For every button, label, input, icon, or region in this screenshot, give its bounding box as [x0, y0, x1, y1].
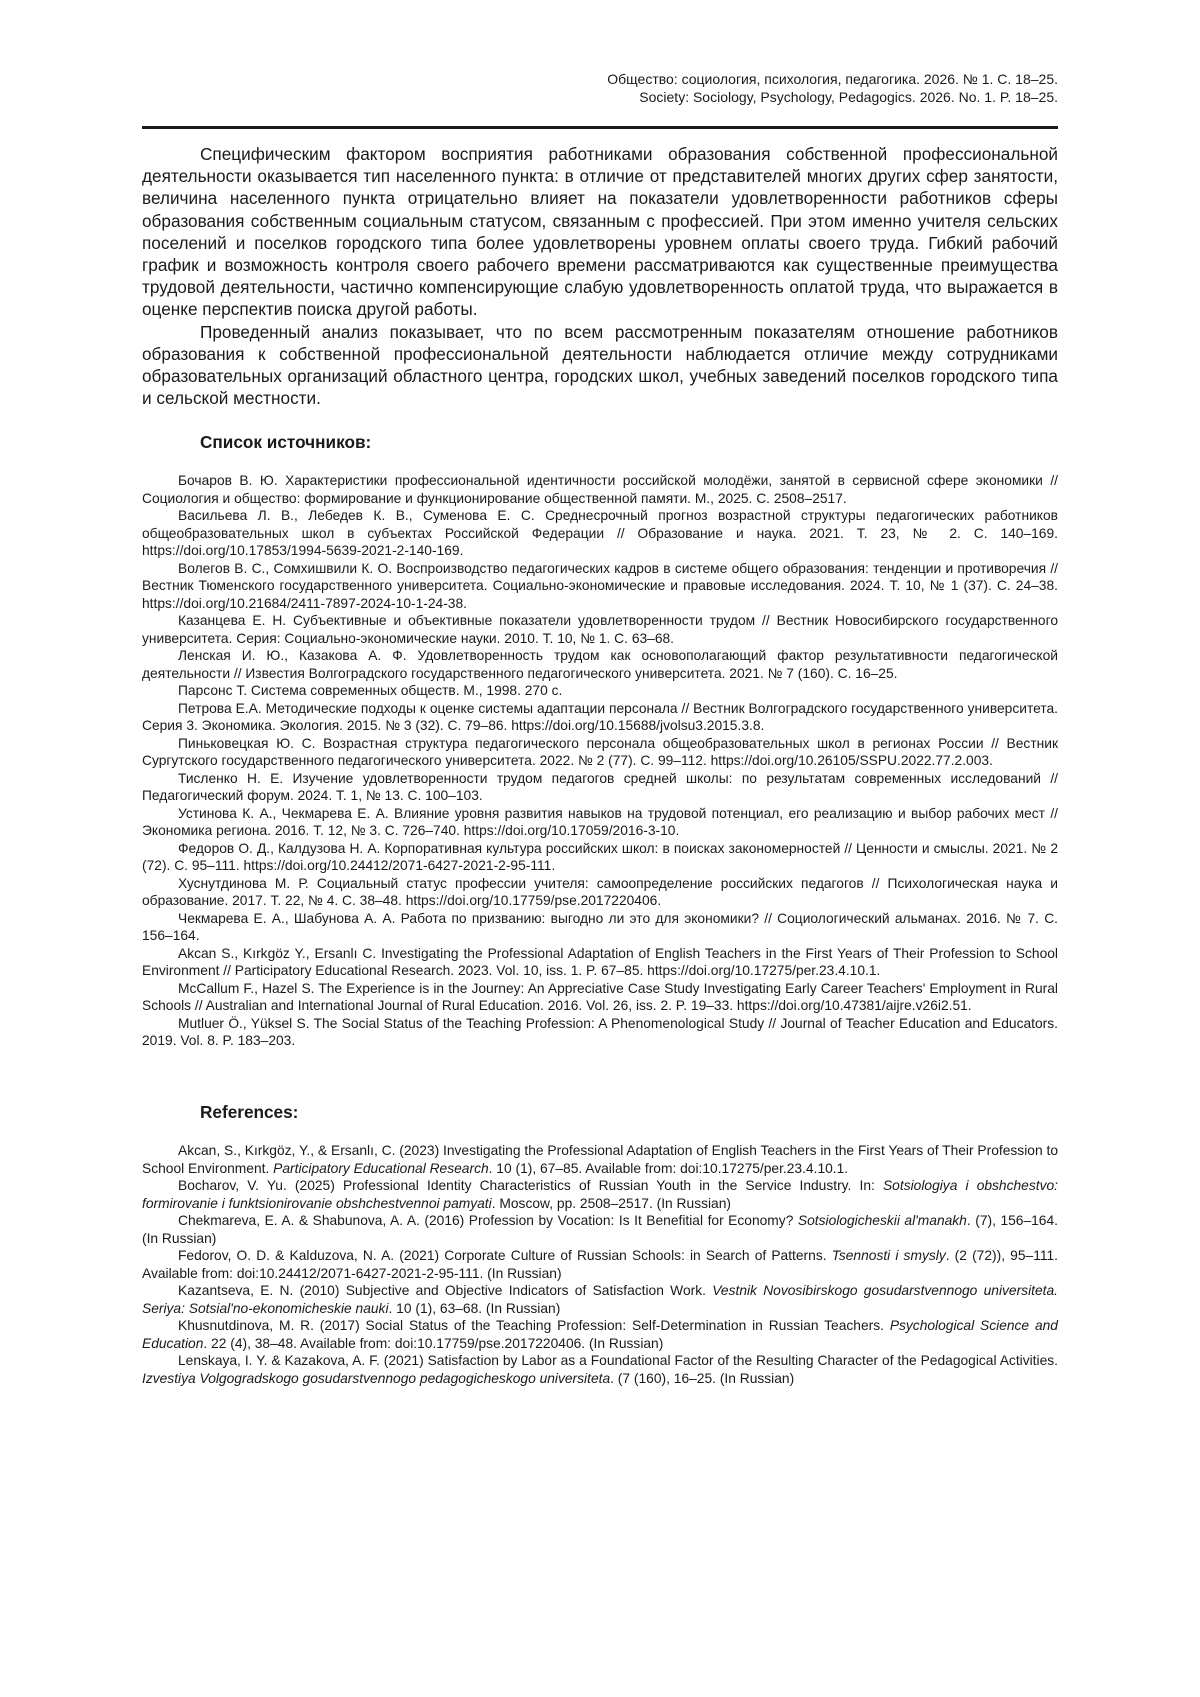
reference-journal: Sotsiologicheskii al'manakh [797, 1213, 967, 1228]
running-head [607, 70, 1058, 106]
running-head-ru: Общество: социология, психология, педагогика. 2026. № 1. С. 18–25. [607, 71, 1058, 87]
reference-text: Bocharov, V. Yu. (2025) Professional Identity Characteristics of Russian Youth in the Service Industry. In: [178, 1178, 883, 1193]
reference-text: Akcan, S., Kırkgöz, Y., & Ersanlı, C. (2023) Investigating the Professional Adaptation of English Teachers in the First Years of Their Profession to School Environment. [142, 1143, 1058, 1176]
reference-item [142, 1247, 1058, 1282]
reference-text: . (7), 156–164. (In Russian) [142, 1213, 1058, 1246]
reference-journal: Izvestiya Volgogradskogo gosudarstvennogo pedagogicheskogo universiteta [142, 1370, 611, 1386]
reference-text: . 10 (1), 63–68. (In Russian) [388, 1300, 561, 1316]
source-item: Ленская И. Ю., Казакова А. Ф. Удовлетворенность трудом как основополагающий фактор результативности педагогической деятельности // Известия Волгоградского государственного педагогического университета. 2021. № 7 (160). С. 16–25. [142, 648, 1058, 681]
source-item: Волегов В. С., Сомхишвили К. О. Воспроизводство педагогических кадров в системе общего образования: тенденции и противоречия // Вестник Тюменского государственного университета. Социально-экономические и правовые исследования. 2024. Т. 10, № 1 (37). С. 24–38. https://doi.org/10.21684/2411-7897-2024-10-1-24-38. [142, 560, 1058, 611]
source-item: Устинова К. А., Чекмарева Е. А. Влияние уровня развития навыков на трудовой потенциал, его реализацию и выбор рабочих мест // Экономика региона. 2016. Т. 12, № 3. С. 726–740. https://doi.org/10.17059/2016-3-10. [142, 805, 1058, 838]
sources-heading: Список источников: [200, 432, 372, 452]
body-paragraph: Проведенный анализ показывает, что по всем рассмотренным показателям отношение работников образования к собственной профессиональной деятельности наблюдается отличие между сотрудниками образовательных организаций областного центра, городских школ, учебных заведений поселков городского типа и сельской местности. [142, 321, 1058, 409]
source-item: Akcan S., Kırkgöz Y., Ersanlı C. Investigating the Professional Adaptation of English Teachers in the First Years of Their Profession to School Environment // Participatory Educational Research. 2023. Vol. 10, iss. 1. P. 67–85. https://doi.org/10.17275/per.23.4.10.1. [142, 945, 1058, 978]
source-item: Хуснутдинова М. Р. Социальный статус профессии учителя: самоопределение российских педагогов // Психологическая наука и образование. 2017. Т. 22, № 4. С. 38–48. https://doi.org/10.17759/pse.2017220406. [142, 875, 1058, 908]
source-item: Федоров О. Д., Калдузова Н. А. Корпоративная культура российских школ: в поисках закономерностей // Ценности и смыслы. 2021. № 2 (72). С. 95–111. https://doi.org/10.24412/2071-6427-2021-2-95-111. [142, 840, 1058, 873]
reference-item [142, 1177, 1058, 1212]
reference-text: . (2 (72)), 95–111. Available from: doi:10.24412/2071-6427-2021-2-95-111. (In Russian) [142, 1248, 1058, 1281]
body-text [142, 143, 1058, 409]
header-rule [142, 126, 1058, 129]
reference-item [142, 1282, 1058, 1317]
source-item: Чекмарева Е. А., Шабунова А. А. Работа по призванию: выгодно ли это для экономики? // Социологический альманах. 2016. № 7. С. 156–164. [142, 910, 1058, 943]
source-item: Бочаров В. Ю. Характеристики профессиональной идентичности российской молодёжи, занятой в сервисной сфере экономики // Социология и общество: формирование и функционирование общественной памяти. М., 2025. С. 2508–2517. [142, 473, 1058, 506]
body-paragraph: Специфическим фактором восприятия работниками образования собственной профессиональной деятельности оказывается тип населенного пункта: в отличие от представителей многих других сфер занятости, величина населенного пункта отрицательно влияет на показатели удовлетворенности работников сферы образования собственным социальным статусом, связанным с профессией. При этом именно учителя сельских поселений и поселков городского типа более удовлетворены уровнем оплаты своего труда. Гибкий рабочий график и возможность контроля своего рабочего времени рассматриваются как существенные преимущества трудовой деятельности, частично компенсирующие слабую удовлетворенность оплатой труда, что выражается в оценке перспектив поиска другой работы. [142, 144, 1058, 320]
source-item: Mutluer Ö., Yüksel S. The Social Status of the Teaching Profession: A Phenomenological Study // Journal of Teacher Education and Educators. 2019. Vol. 8. P. 183–203. [142, 1015, 1058, 1048]
reference-text: . 22 (4), 38–48. Available from: doi:10.17759/pse.2017220406. (In Russian) [203, 1335, 664, 1351]
reference-journal: Tsennosti i smysly [831, 1248, 946, 1263]
sources-list [142, 472, 1058, 1050]
reference-journal: Participatory Educational Research [273, 1160, 489, 1176]
reference-text: Khusnutdinova, M. R. (2017) Social Status of the Teaching Profession: Self-Determination in Russian Teachers. [178, 1318, 890, 1333]
reference-text: . Moscow, pp. 2508–2517. (In Russian) [491, 1195, 732, 1211]
source-item: Васильева Л. В., Лебедев К. В., Суменова Е. С. Среднесрочный прогноз возрастной структуры педагогических работников общеобразовательных школ в субъектах Российской Федерации // Образование и наука. 2021. Т. 23, № 2. С. 140–169. https://doi.org/10.17853/1994-5639-2021-2-140-169. [142, 508, 1058, 558]
source-item: McCallum F., Hazel S. The Experience is in the Journey: An Appreciative Case Study Investigating Early Career Teachers' Employment in Rural Schools // Australian and International Journal of Rural Education. 2016. Vol. 26, iss. 2. P. 19–33. https://doi.org/10.47381/aijre.v26i2.51. [142, 980, 1058, 1013]
reference-journal: Vestnik Novosibirskogo gosudarstvennogo universiteta. Seriya: Sotsial'no-ekonomicheskie nauki [142, 1283, 1058, 1316]
reference-text: Chekmareva, E. A. & Shabunova, A. A. (2016) Profession by Vocation: Is It Benefitial for Economy? [178, 1213, 798, 1228]
source-item: Петрова Е.А. Методические подходы к оценке системы адаптации персонала // Вестник Волгоградского государственного университета. Серия 3. Экономика. Экология. 2015. № 3 (32). С. 79–86. https://doi.org/10.15688/jvolsu3.2015.3.8. [142, 700, 1058, 733]
references-heading: References: [200, 1102, 299, 1122]
reference-text: . 10 (1), 67–85. Available from: doi:10.17275/per.23.4.10.1. [488, 1160, 849, 1176]
reference-journal: Sotsiologiya i obshchestvo: formirovanie i funktsionirovanie obshchestvennoi pamyati [142, 1178, 1058, 1211]
running-head-en: Society: Sociology, Psychology, Pedagogics. 2026. No. 1. P. 18–25. [639, 89, 1058, 105]
reference-text: Fedorov, O. D. & Kalduzova, N. A. (2021) Corporate Culture of Russian Schools: in Search of Patterns. [178, 1248, 832, 1263]
source-item: Парсонс Т. Система современных обществ. М., 1998. 270 с. [178, 683, 563, 698]
reference-item [142, 1212, 1058, 1247]
reference-text: Kazantseva, E. N. (2010) Subjective and Objective Indicators of Satisfaction Work. [178, 1283, 713, 1298]
reference-item [142, 1317, 1058, 1352]
references-list [142, 1142, 1058, 1387]
reference-text: . (7 (160), 16–25. (In Russian) [610, 1370, 795, 1386]
source-item: Тисленко Н. Е. Изучение удовлетворенности трудом педагогов средней школы: по результатам современных исследований // Педагогический форум. 2024. Т. 1, № 13. С. 100–103. [142, 770, 1058, 803]
reference-text: Lenskaya, I. Y. & Kazakova, A. F. (2021) Satisfaction by Labor as a Foundational Factor of the Resulting Character of the Pedagogical Activities. [178, 1353, 1058, 1368]
source-item: Пиньковецкая Ю. С. Возрастная структура педагогического персонала общеобразовательных школ в регионах России // Вестник Сургутского государственного педагогического университета. 2022. № 2 (77). С. 99–112. https://doi.org/10.26105/SSPU.2022.77.2.003. [142, 735, 1058, 768]
reference-item [142, 1352, 1058, 1387]
reference-journal: Psychological Science and Education [142, 1318, 1058, 1351]
reference-item [142, 1142, 1058, 1177]
source-item: Казанцева Е. Н. Субъективные и объективные показатели удовлетворенности трудом // Вестник Новосибирского государственного университета. Серия: Социально-экономические науки. 2010. Т. 10, № 1. С. 63–68. [142, 613, 1058, 646]
journal-page [142, 0, 1058, 1697]
